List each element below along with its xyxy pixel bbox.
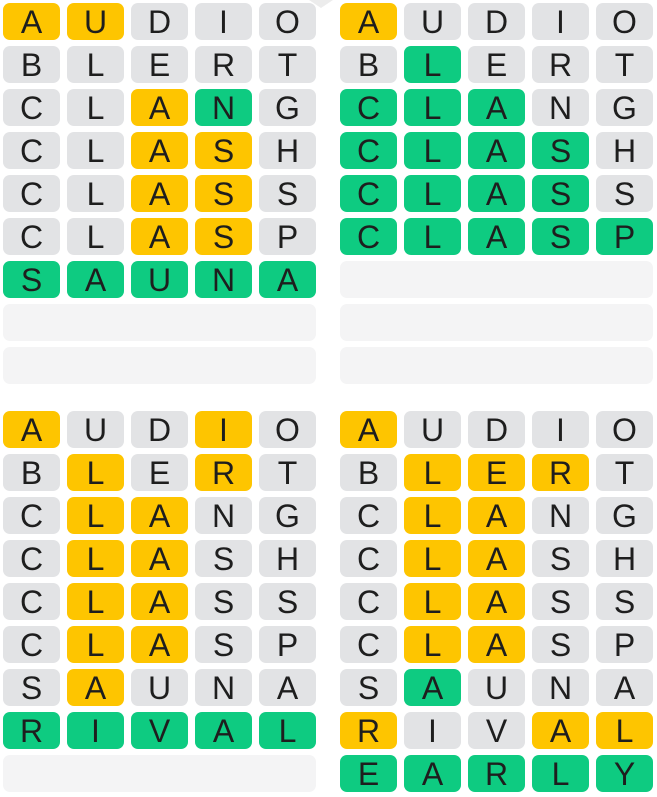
letter-tile: A [468,540,525,577]
letter-tile: A [131,132,188,169]
guess-row [340,583,653,620]
letter-tile: A [340,3,397,40]
letter-tile: S [259,583,316,620]
letter-tile: C [3,497,60,534]
letter-tile: C [340,218,397,255]
letter-tile: L [404,175,461,212]
letter-tile: S [532,583,589,620]
letter-tile: T [596,46,653,83]
letter-tile: R [468,755,525,792]
letter-tile: L [404,497,461,534]
letter-tile: S [340,669,397,706]
letter-tile: D [131,3,188,40]
letter-tile: G [596,89,653,126]
guess-row [3,218,316,255]
letter-tile: P [259,218,316,255]
letter-tile: G [259,497,316,534]
guess-row [3,626,316,663]
letter-tile: N [195,497,252,534]
letter-tile: L [67,46,124,83]
letter-tile: A [468,583,525,620]
letter-tile: A [340,411,397,448]
letter-tile: A [596,669,653,706]
letter-tile: C [340,583,397,620]
letter-tile: I [404,712,461,749]
empty-guess-row [3,755,316,792]
guess-row [340,175,653,212]
letter-tile: A [195,712,252,749]
letter-tile: N [532,89,589,126]
letter-tile: H [596,540,653,577]
letter-tile: U [404,3,461,40]
letter-tile: L [67,583,124,620]
guess-row [3,583,316,620]
board-top-right [340,3,653,384]
letter-tile: A [468,626,525,663]
letter-tile: P [596,626,653,663]
letter-tile: E [340,755,397,792]
letter-tile: C [3,218,60,255]
letter-tile: L [67,540,124,577]
guess-row [3,411,316,448]
letter-tile: A [532,712,589,749]
letter-tile: A [131,218,188,255]
letter-tile: N [532,497,589,534]
letter-tile: L [404,132,461,169]
letter-tile: D [468,3,525,40]
letter-tile: S [195,175,252,212]
letter-tile: S [532,626,589,663]
empty-guess-row [340,304,653,341]
letter-tile: H [259,540,316,577]
letter-tile: H [596,132,653,169]
empty-guess-row [3,347,316,384]
letter-tile: A [131,175,188,212]
letter-tile: S [195,218,252,255]
letter-tile: E [468,454,525,491]
letter-tile: S [532,132,589,169]
letter-tile: L [596,712,653,749]
letter-tile: I [195,3,252,40]
letter-tile: C [340,89,397,126]
guess-row [3,454,316,491]
letter-tile: A [259,669,316,706]
letter-tile: L [404,540,461,577]
empty-guess-row [340,347,653,384]
letter-tile: D [131,411,188,448]
letter-tile: L [404,46,461,83]
letter-tile: B [340,454,397,491]
guess-row [3,540,316,577]
letter-tile: A [468,497,525,534]
letter-tile: S [195,583,252,620]
letter-tile: C [3,175,60,212]
guess-row [340,218,653,255]
guess-row [3,89,316,126]
letter-tile: C [340,132,397,169]
letter-tile: A [404,669,461,706]
letter-tile: T [259,454,316,491]
letter-tile: R [195,454,252,491]
guess-row [340,89,653,126]
letter-tile: O [596,3,653,40]
board-bottom-right [340,411,653,792]
letter-tile: L [67,218,124,255]
letter-tile: N [195,89,252,126]
letter-tile: A [404,755,461,792]
guess-row [340,712,653,749]
letter-tile: B [3,454,60,491]
letter-tile: U [404,411,461,448]
letter-tile: N [195,261,252,298]
letter-tile: A [67,669,124,706]
letter-tile: Y [596,755,653,792]
guess-row [340,669,653,706]
letter-tile: P [596,218,653,255]
guess-row [340,3,653,40]
letter-tile: A [3,3,60,40]
letter-tile: O [259,3,316,40]
letter-tile: A [131,540,188,577]
letter-tile: A [468,175,525,212]
letter-tile: S [259,175,316,212]
letter-tile: C [340,175,397,212]
letter-tile: L [67,132,124,169]
letter-tile: I [532,3,589,40]
letter-tile: B [3,46,60,83]
letter-tile: E [131,46,188,83]
letter-tile: R [3,712,60,749]
letter-tile: L [404,583,461,620]
letter-tile: A [468,89,525,126]
guess-row [340,497,653,534]
letter-tile: L [404,454,461,491]
letter-tile: U [67,3,124,40]
letter-tile: S [195,540,252,577]
letter-tile: S [532,540,589,577]
letter-tile: T [259,46,316,83]
letter-tile: A [131,583,188,620]
letter-tile: H [259,132,316,169]
guess-row [3,132,316,169]
letter-tile: G [596,497,653,534]
letter-tile: C [3,540,60,577]
letter-tile: A [131,626,188,663]
letter-tile: C [3,626,60,663]
letter-tile: I [195,411,252,448]
letter-tile: C [3,132,60,169]
letter-tile: U [131,669,188,706]
guess-row [3,669,316,706]
letter-tile: B [340,46,397,83]
letter-tile: S [3,261,60,298]
letter-tile: I [67,712,124,749]
letter-tile: N [195,669,252,706]
letter-tile: R [195,46,252,83]
letter-tile: R [532,454,589,491]
letter-tile: L [67,175,124,212]
letter-tile: A [468,132,525,169]
letter-tile: E [131,454,188,491]
letter-tile: V [131,712,188,749]
letter-tile: A [3,411,60,448]
letter-tile: V [468,712,525,749]
letter-tile: U [468,669,525,706]
letter-tile: S [195,132,252,169]
letter-tile: I [532,411,589,448]
letter-tile: C [340,626,397,663]
letter-tile: S [195,626,252,663]
letter-tile: L [404,218,461,255]
letter-tile: C [340,540,397,577]
letter-tile: S [532,218,589,255]
guess-row [3,497,316,534]
board-bottom-left [3,411,316,792]
letter-tile: L [67,497,124,534]
guess-row [3,712,316,749]
letter-tile: S [3,669,60,706]
letter-tile: L [259,712,316,749]
empty-guess-row [3,304,316,341]
letter-tile: L [67,89,124,126]
letter-tile: R [340,712,397,749]
letter-tile: O [259,411,316,448]
letter-tile: A [67,261,124,298]
letter-tile: C [340,497,397,534]
letter-tile: L [404,89,461,126]
letter-tile: S [596,175,653,212]
empty-guess-row [340,261,653,298]
letter-tile: C [3,583,60,620]
letter-tile: L [532,755,589,792]
letter-tile: S [596,583,653,620]
letter-tile: R [532,46,589,83]
letter-tile: G [259,89,316,126]
letter-tile: D [468,411,525,448]
letter-tile: L [67,626,124,663]
letter-tile: A [468,218,525,255]
letter-tile: A [131,497,188,534]
guess-row [340,46,653,83]
guess-row [340,626,653,663]
letter-tile: A [131,89,188,126]
letter-tile: T [596,454,653,491]
guess-row [340,132,653,169]
guess-row [340,411,653,448]
letter-tile: L [67,454,124,491]
board-top-left [3,3,316,384]
letter-tile: L [404,626,461,663]
guess-row [340,454,653,491]
letter-tile: U [131,261,188,298]
letter-tile: U [67,411,124,448]
letter-tile: C [3,89,60,126]
guess-row [3,261,316,298]
guess-row [3,3,316,40]
guess-row [3,175,316,212]
letter-tile: A [259,261,316,298]
letter-tile: N [532,669,589,706]
guess-row [340,540,653,577]
guess-row [3,46,316,83]
guess-row [340,755,653,792]
letter-tile: E [468,46,525,83]
letter-tile: P [259,626,316,663]
letter-tile: O [596,411,653,448]
letter-tile: S [532,175,589,212]
